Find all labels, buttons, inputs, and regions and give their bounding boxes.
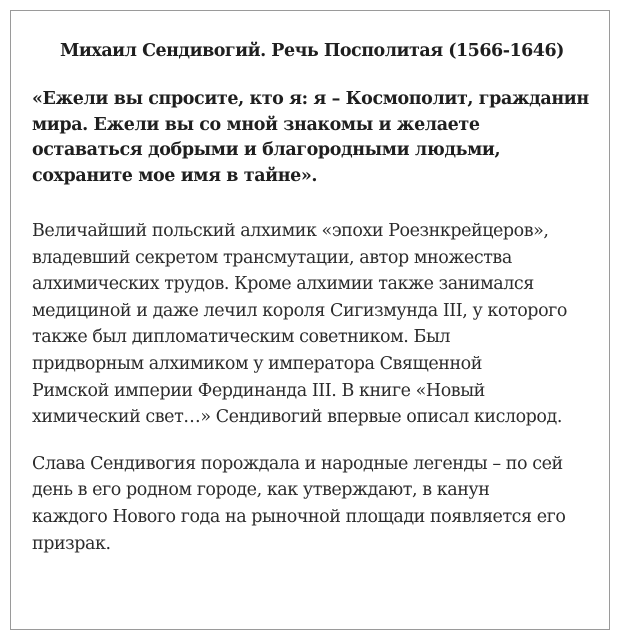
article — [32, 39, 592, 557]
paragraph-line: придворным алхимиком у императора Священной — [32, 353, 482, 374]
quote-line: мира. Ежели вы со мной знакомы и желаете — [32, 114, 480, 135]
paragraph-line: алхимических трудов. Кроме алхимии также занимался — [32, 274, 534, 295]
paragraph-line: Римской империи Фердинанда III. В книге «Новый — [32, 380, 485, 401]
quote-line: оставаться добрыми и благородными людьми, — [32, 140, 501, 160]
paragraph-line: Слава Сендивогия порождала и народные легенды – по сей — [32, 453, 563, 474]
paragraph-line: также был дипломатическим советником. Был — [32, 327, 451, 348]
paragraph-line: день в его родном городе, как утверждают, в канун — [32, 480, 490, 501]
quote-line: сохраните мое имя в тайне». — [32, 165, 318, 186]
paragraph-line: каждого Нового года на рыночной площади появляется его — [32, 506, 566, 527]
quote — [32, 87, 592, 189]
paragraph-legend — [32, 451, 592, 557]
paragraph-line: Величайший польский алхимик «эпохи Роезнкрейцеров», — [32, 221, 549, 241]
quote-line: «Ежели вы спросите, кто я: я – Космополит, гражданин — [32, 89, 589, 109]
paragraph-biography — [32, 218, 592, 431]
paragraph-line: химический свет…» Сендивогий впервые описал кислород. — [32, 407, 562, 428]
paragraph-line: призрак. — [32, 533, 111, 554]
paragraph-line: медициной и даже лечил короля Сигизмунда III, у которого — [32, 300, 567, 321]
page-title: Михаил Сендивогий. Речь Посполитая (1566-1646) — [60, 41, 564, 61]
page-frame — [10, 10, 610, 630]
paragraph-line: владевший секретом трансмутации, автор множества — [32, 247, 512, 268]
